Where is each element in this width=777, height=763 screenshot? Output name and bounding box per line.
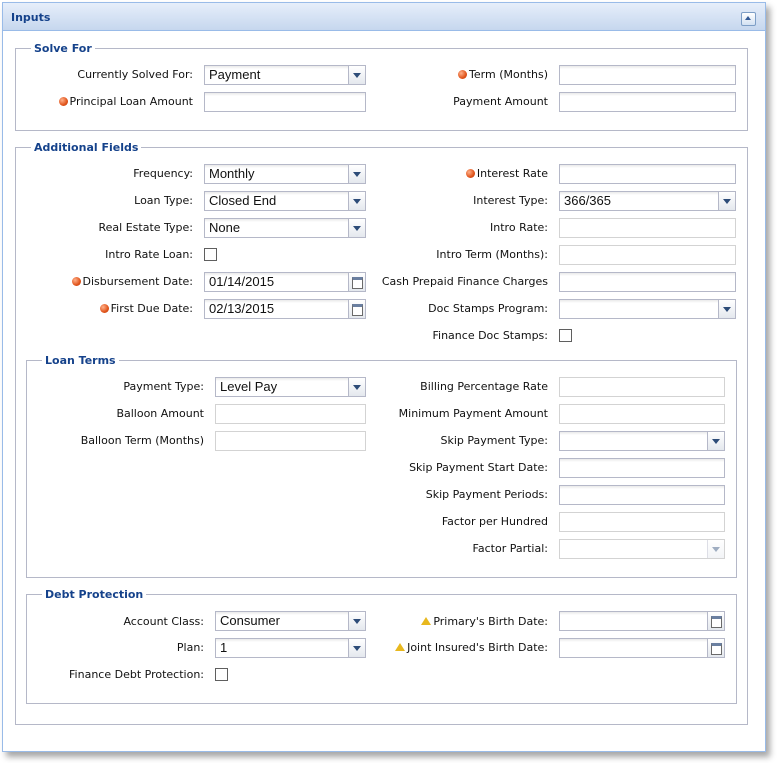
chevron-down-icon[interactable] (348, 639, 365, 657)
cash-prepaid-finance-charges-label: Cash Prepaid Finance Charges (381, 275, 548, 288)
payment-type-value: Level Pay (220, 379, 278, 394)
intro-rate-label: Intro Rate: (490, 221, 548, 234)
chevron-down-icon[interactable] (718, 300, 735, 318)
skip-payment-type-select[interactable] (559, 431, 725, 451)
interest-type-select[interactable] (559, 191, 736, 211)
disbursement-date-input[interactable] (204, 272, 366, 292)
warning-triangle-icon (395, 643, 405, 651)
skip-payment-start-date-input[interactable] (559, 458, 725, 478)
minimum-payment-amount-label: Minimum Payment Amount (398, 407, 548, 420)
interest-type-label: Interest Type: (473, 194, 548, 207)
interest-rate-input[interactable] (559, 164, 736, 184)
finance-doc-stamps-checkbox[interactable] (559, 329, 572, 342)
factor-per-hundred-input[interactable] (559, 512, 725, 532)
account-class-value: Consumer (220, 613, 280, 628)
term-months-input[interactable] (559, 65, 736, 85)
plan-select[interactable] (215, 638, 366, 658)
solve-for-legend: Solve For (34, 42, 92, 55)
loan-type-label: Loan Type: (134, 194, 193, 207)
chevron-down-icon[interactable] (348, 612, 365, 630)
payment-amount-input[interactable] (559, 92, 736, 112)
factor-partial-label: Factor Partial: (472, 542, 548, 555)
first-due-date-input[interactable] (204, 299, 366, 319)
required-dot-icon (72, 277, 81, 286)
finance-debt-protection-checkbox[interactable] (215, 668, 228, 681)
chevron-down-icon[interactable] (707, 540, 724, 558)
principal-loan-amount-input[interactable] (204, 92, 366, 112)
frequency-value: Monthly (209, 166, 255, 181)
loan-terms-legend: Loan Terms (45, 354, 116, 367)
intro-term-months-input[interactable] (559, 245, 736, 265)
factor-partial-select[interactable] (559, 539, 725, 559)
skip-payment-periods-input[interactable] (559, 485, 725, 505)
chevron-down-icon[interactable] (348, 378, 365, 396)
panel-title: Inputs (11, 11, 51, 24)
chevron-down-icon[interactable] (718, 192, 735, 210)
calendar-icon[interactable] (707, 612, 724, 630)
first-due-date-label: First Due Date: (100, 302, 193, 316)
plan-value: 1 (220, 640, 228, 655)
interest-rate-label: Interest Rate (466, 167, 548, 181)
disbursement-date-label: Disbursement Date: (72, 275, 194, 289)
intro-rate-input[interactable] (559, 218, 736, 238)
calendar-icon[interactable] (348, 300, 365, 318)
finance-doc-stamps-label: Finance Doc Stamps: (432, 329, 548, 342)
joint-insured-birth-date-label: Joint Insured's Birth Date: (395, 641, 548, 655)
panel-header (3, 3, 765, 31)
plan-label: Plan: (176, 641, 204, 654)
cash-prepaid-finance-charges-input[interactable] (559, 272, 736, 292)
balloon-term-months-label: Balloon Term (Months) (80, 434, 204, 447)
minimum-payment-amount-input[interactable] (559, 404, 725, 424)
debt-protection-legend: Debt Protection (45, 588, 144, 601)
payment-type-select[interactable] (215, 377, 366, 397)
loan-type-value: Closed End (209, 193, 277, 208)
payment-amount-label: Payment Amount (453, 95, 548, 108)
intro-rate-loan-label: Intro Rate Loan: (105, 248, 193, 261)
disbursement-date-value: 01/14/2015 (209, 274, 275, 289)
real-estate-type-select[interactable] (204, 218, 366, 238)
additional-fields-legend: Additional Fields (34, 141, 139, 154)
payment-type-label: Payment Type: (123, 380, 204, 393)
chevron-down-icon[interactable] (707, 432, 724, 450)
primary-birth-date-input[interactable] (559, 611, 725, 631)
primary-birth-date-label: Primary's Birth Date: (421, 615, 548, 629)
skip-payment-type-label: Skip Payment Type: (440, 434, 548, 447)
chevron-down-icon[interactable] (348, 219, 365, 237)
account-class-select[interactable] (215, 611, 366, 631)
intro-rate-loan-checkbox[interactable] (204, 248, 217, 261)
chevron-down-icon[interactable] (348, 165, 365, 183)
chevron-down-icon[interactable] (348, 192, 365, 210)
skip-payment-periods-label: Skip Payment Periods: (425, 488, 548, 501)
real-estate-type-label: Real Estate Type: (98, 221, 193, 234)
interest-type-value: 366/365 (564, 193, 611, 208)
balloon-amount-input[interactable] (215, 404, 366, 424)
required-dot-icon (59, 97, 68, 106)
real-estate-type-value: None (209, 220, 241, 235)
calendar-icon[interactable] (707, 639, 724, 657)
balloon-term-months-input[interactable] (215, 431, 366, 451)
solve-for-fieldset (15, 42, 748, 131)
skip-payment-start-date-label: Skip Payment Start Date: (409, 461, 548, 474)
required-dot-icon (100, 304, 109, 313)
finance-debt-protection-label: Finance Debt Protection: (69, 668, 204, 681)
balloon-amount-label: Balloon Amount (116, 407, 204, 420)
joint-insured-birth-date-input[interactable] (559, 638, 725, 658)
chevron-down-icon[interactable] (348, 66, 365, 84)
doc-stamps-program-label: Doc Stamps Program: (428, 302, 548, 315)
frequency-select[interactable] (204, 164, 366, 184)
principal-loan-amount-label: Principal Loan Amount (59, 95, 193, 109)
billing-percentage-rate-input[interactable] (559, 377, 725, 397)
factor-per-hundred-label: Factor per Hundred (441, 515, 548, 528)
first-due-date-value: 02/13/2015 (209, 301, 275, 316)
collapse-up-icon[interactable] (741, 12, 756, 26)
doc-stamps-program-select[interactable] (559, 299, 736, 319)
currently-solved-for-select[interactable] (204, 65, 366, 85)
required-dot-icon (466, 169, 475, 178)
calendar-icon[interactable] (348, 273, 365, 291)
currently-solved-for-label: Currently Solved For: (77, 68, 193, 81)
term-months-label: Term (Months) (458, 68, 548, 82)
currently-solved-for-value: Payment (209, 67, 261, 82)
warning-triangle-icon (421, 617, 431, 625)
billing-percentage-rate-label: Billing Percentage Rate (420, 380, 548, 393)
frequency-label: Frequency: (133, 167, 193, 180)
account-class-label: Account Class: (123, 615, 204, 628)
loan-type-select[interactable] (204, 191, 366, 211)
intro-term-months-label: Intro Term (Months): (436, 248, 548, 261)
required-dot-icon (458, 70, 467, 79)
